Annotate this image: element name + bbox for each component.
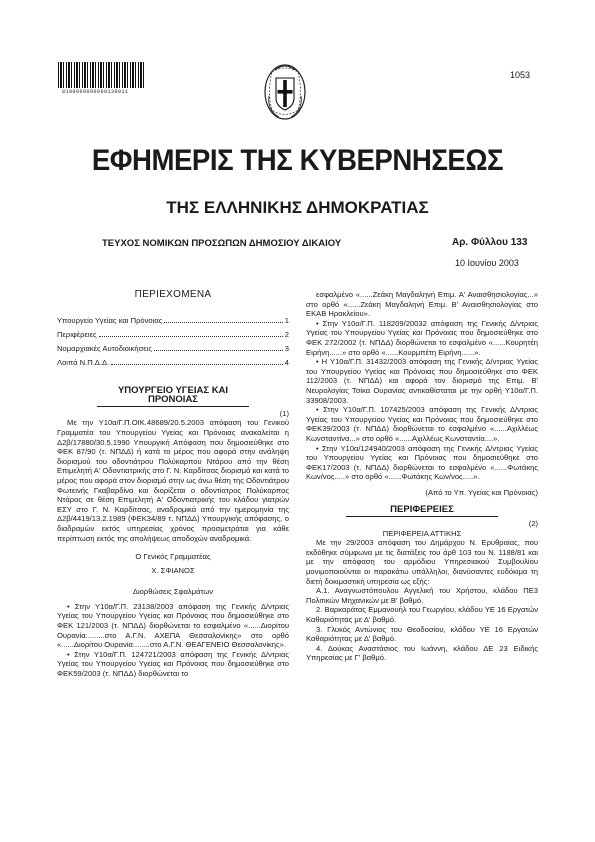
toc-item[interactable]	[57, 312, 289, 326]
ministry-heading: ΥΠΟΥΡΓΕΙΟ ΥΓΕΙΑΣ ΚΑΙ ΠΡΟΝΟΙΑΣ	[97, 386, 249, 407]
barcode-number: 0190000090000130011	[62, 89, 129, 95]
item-number: (2)	[528, 519, 538, 529]
barcode	[58, 62, 146, 88]
sheet-number: Αρ. Φύλλου 133	[452, 237, 528, 248]
errata-item: • Στην Υ10α/Γ.Π. 23138/2003 απόφαση της Γενικής Δ/ντριας Υγείας του Υπουργείου Υγείας και Πρόνοιας που δημοσιεύθηκε στο ΦΕΚ 121/2003 (τ. ΝΠΔΔ) διορθώνεται το εσφαλμένο «......Διορίτου Ουρανία.........στο Α.Γ.Ν. ΑΧΕΠΑ Θεσσαλονίκης» στο ορθό «......Διορίτου Ουρανία........στο Α.Γ.Ν. ΘΕΑΓΕΝΕΙΟ Θεσσαλονίκης».	[57, 602, 289, 650]
toc-item[interactable]	[57, 326, 289, 340]
toc-item-label: Λοιπά Ν.Π.Δ.Δ.	[57, 358, 110, 367]
employee-item: 3. Γλυκός Αντώνιος του Θεοδοσίου, κλάδου ΥΕ 16 Εργατών Καθαριότητας με Δ' βαθμό.	[306, 624, 538, 644]
toc-leader	[154, 350, 283, 351]
toc-leader	[111, 364, 283, 365]
toc-item-label: Περιφέρειες	[57, 330, 97, 339]
errata-item: • Στην Υ10α/124940/2003 απόφαση της Γενικής Δ/ντριας Υγείας του Υπουργείου Υγείας και Πρόνοιας που δημοσιεύθηκε στο ΦΕΚ17/2003 (τ. ΝΠΔΔ) διορθώνεται το εσφαλμένο «......Φωτάκης Κων/νος.....» στο ορθό «......Φωτάκης Κων/νος.....».	[306, 444, 538, 482]
errata-heading: Διορθώσεις Σφαλμάτων	[132, 587, 214, 597]
right-column	[306, 290, 538, 663]
item-number: (1)	[279, 408, 289, 418]
signer-title: Ο Γενικός Γραμματέας	[135, 552, 211, 562]
mayor-decision: Με την 29/2003 απόφαση του Δημάρχου Ν. Ερυθραίας, που εκδόθηκε σύμφωνα με τις διατάξεις του άρθ 103 του Ν. 1188/81 και με την απόφαση του αρμόδιου Υπηρεσιακού Συμβουλίου μονιμοποιούνται οι παρακάτω υπάλληλοι, διανύσαντες ευδόκιμα τη διετή δοκιμαστική υπηρεσία ως εξής:	[306, 538, 538, 586]
errata-item: • Στην Υ10α/Γ.Π. 118209/20032 απόφαση της Γενικής Δ/ντριας Υγείας του Υπουργείου Υγείας και Πρόνοιας που δημοσιεύθηκε στο ΦΕΚ 272/2002 (τ. ΝΠΔΔ) διορθώνεται το εσφαλμένο «......Κουρητέη Ειρήνη......» στο ορθό «......Κουρμπέτη Ειρήνη......».	[306, 319, 538, 357]
errata-item: • Στην Υ10α/Γ.Π. 107425/2003 απόφαση της Γενικής Δ/ντριας Υγείας του Υπουργείου Υγείας και Πρόνοιας που δημοσιεύθηκε στο ΦΕΚ39/2003 (τ. ΝΠΔΔ) διορθώνεται το εσφαλμένο «......Αχιλλέως Κωνσταντίνα...» στο ορθό «......Αχιλλέως Κωνσταντία....».	[306, 405, 538, 443]
gazette-title: ΕΦΗΜΕΡΙΣ ΤΗΣ ΚΥΒΕΡΝΗΣΕΩΣ	[91, 144, 504, 177]
employee-item: 2. Βαρκαράτας Εμμανουήλ του Γεωργίου, κλάδου ΥΕ 16 Εργατών Καθαριότητας με Δ' βαθμό.	[306, 605, 538, 624]
toc-item-page: 3	[284, 344, 289, 353]
gazette-subtitle: ΤΗΣ ΕΛΛΗΝΙΚΗΣ ΔΗΜΟΚΡΑΤΙΑΣ	[166, 198, 429, 217]
regions-heading: ΠΕΡΙΦΕΡΕΙΕΣ	[346, 505, 498, 517]
decision-paragraph: Με την Υ10α/Γ.Π.ΟΙΚ.48689/20.5.2003 απόφαση του Γενικού Γραμματέα του Υπουργείου Υγείας και Πρόνοιας ανακαλείται η Δ2β/17880/30.5.1990 Υπουργική Απόφαση που δημοσιεύθηκε στο ΦΕΚ 87/90 (τ. ΝΠΔΔ) ή κατά το μέρος που αφορά στην ανάληψη διορισμού του οδοντιάτρου Πολύκαρπου Ντάρου από την θέση Επιμελητή Α' Οδοντιατρικής στο Γ. Ν. Καρδίτσας διορισμό και κατά το μέρος που αφορά στον διορισμό στην ως άνω θέση της Οδοντιάτρου Φωτεινής Γκαβαρδίνα και διορίζεται ο οδοντίατρος Πολύκαρπος Ντάρος σε θέση Επιμελητή Α' Οδοντιατρικής του κλάδου γιατρών ΕΣΥ στο Γ. Ν. Καρδίτσας, αναδρομικά από την ημερομηνία της Δ2β/4419/13.2.1989 (ΦΕΚ34/89 τ. ΝΠΔΔ) Υπουργικής απόφασης, ο διαδραμών εκτός υπηρεσίας χρόνος προσμετράται για κάθε περίπτωση εκτός της απολήψεως αποδοχών αναδρομικά.	[57, 418, 289, 543]
toc-item-page: 4	[284, 358, 289, 367]
source-note: (Από το Υπ. Υγείας και Πρόνοιας)	[425, 487, 538, 497]
toc-item-label: Υπουργείο Υγείας και Πρόνοιας	[57, 316, 163, 325]
employee-item: Α.1. Αναγνωστόπουλου Αγγελική του Χρήστου, κλάδου ΠΕ3 Πολιτικών Μηχανικών με Β' βαθμό.	[306, 586, 538, 605]
toc-item[interactable]	[57, 354, 289, 368]
page-number: 1053	[510, 70, 531, 80]
issue-series: ΤΕΥΧΟΣ ΝΟΜΙΚΩΝ ΠΡΟΣΩΠΩΝ ΔΗΜΟΣΙΟΥ ΔΙΚΑΙΟΥ	[102, 238, 342, 249]
issue-date: 10 Ιουνίου 2003	[455, 258, 519, 268]
errata-item: • Στην Υ10α/Γ.Π. 124721/2003 απόφαση της Γενικής Δ/ντριας Υγείας του Υπουργείου Υγείας και Πρόνοιας που δημοσιεύθηκε στο ΦΕΚ59/2003 (τ. ΝΠΔΔ) διορθώνεται το	[57, 650, 289, 679]
toc-item-page: 2	[284, 330, 289, 339]
toc-leader	[164, 322, 282, 323]
left-column	[57, 290, 289, 679]
toc-item[interactable]	[57, 340, 289, 354]
employee-item: 4. Δούκας Αναστάσιος του Ιωάννη, κλάδου ΔΕ 23 Ειδικής Υπηρεσίας με Γ' βαθμό.	[306, 643, 538, 663]
coat-of-arms-icon	[263, 62, 307, 122]
toc-heading: ΠΕΡΙΕΧΟΜΕΝΑ	[134, 289, 212, 300]
signer-name: Χ. ΣΦΙΑΝΟΣ	[151, 565, 195, 575]
errata-item: • Η Υ10α/Γ.Π. 31432/2003 απόφαση της Γενικής Δ/ντριας Υγείας του Υπουργείου Υγείας και Πρόνοιας που δημοσιεύθηκε στο ΦΕΚ 112/2003 (τ. ΝΠΔΔ) και αφορά τον διορισμό της Επιμ. Β' Νευρολογίας Τσίκα Ουρανίας αντικαθίσταται με την ορθή Υ10α/Γ.Π. 33908/2003.	[306, 357, 538, 405]
toc-item-page: 1	[284, 316, 289, 325]
toc-leader	[99, 336, 283, 337]
toc-item-label: Νομαρχιακές Αυτοδιοικήσεις	[57, 344, 152, 353]
region-heading: ΠΕΡΙΦΕΡΕΙΑ ΑΤΤΙΚΗΣ	[382, 528, 462, 538]
errata-continuation: εσφαλμένο «......Ζεάκη Μαγδαληνή Επιμ. Α' Αναισθησιολογίας...» στο ορθό «......Ζεάκη Μαγδαληνή Επιμ. Β' Αναισθησιολογίας στο ΕΚΑΒ Ηρακλείου».	[306, 290, 538, 319]
